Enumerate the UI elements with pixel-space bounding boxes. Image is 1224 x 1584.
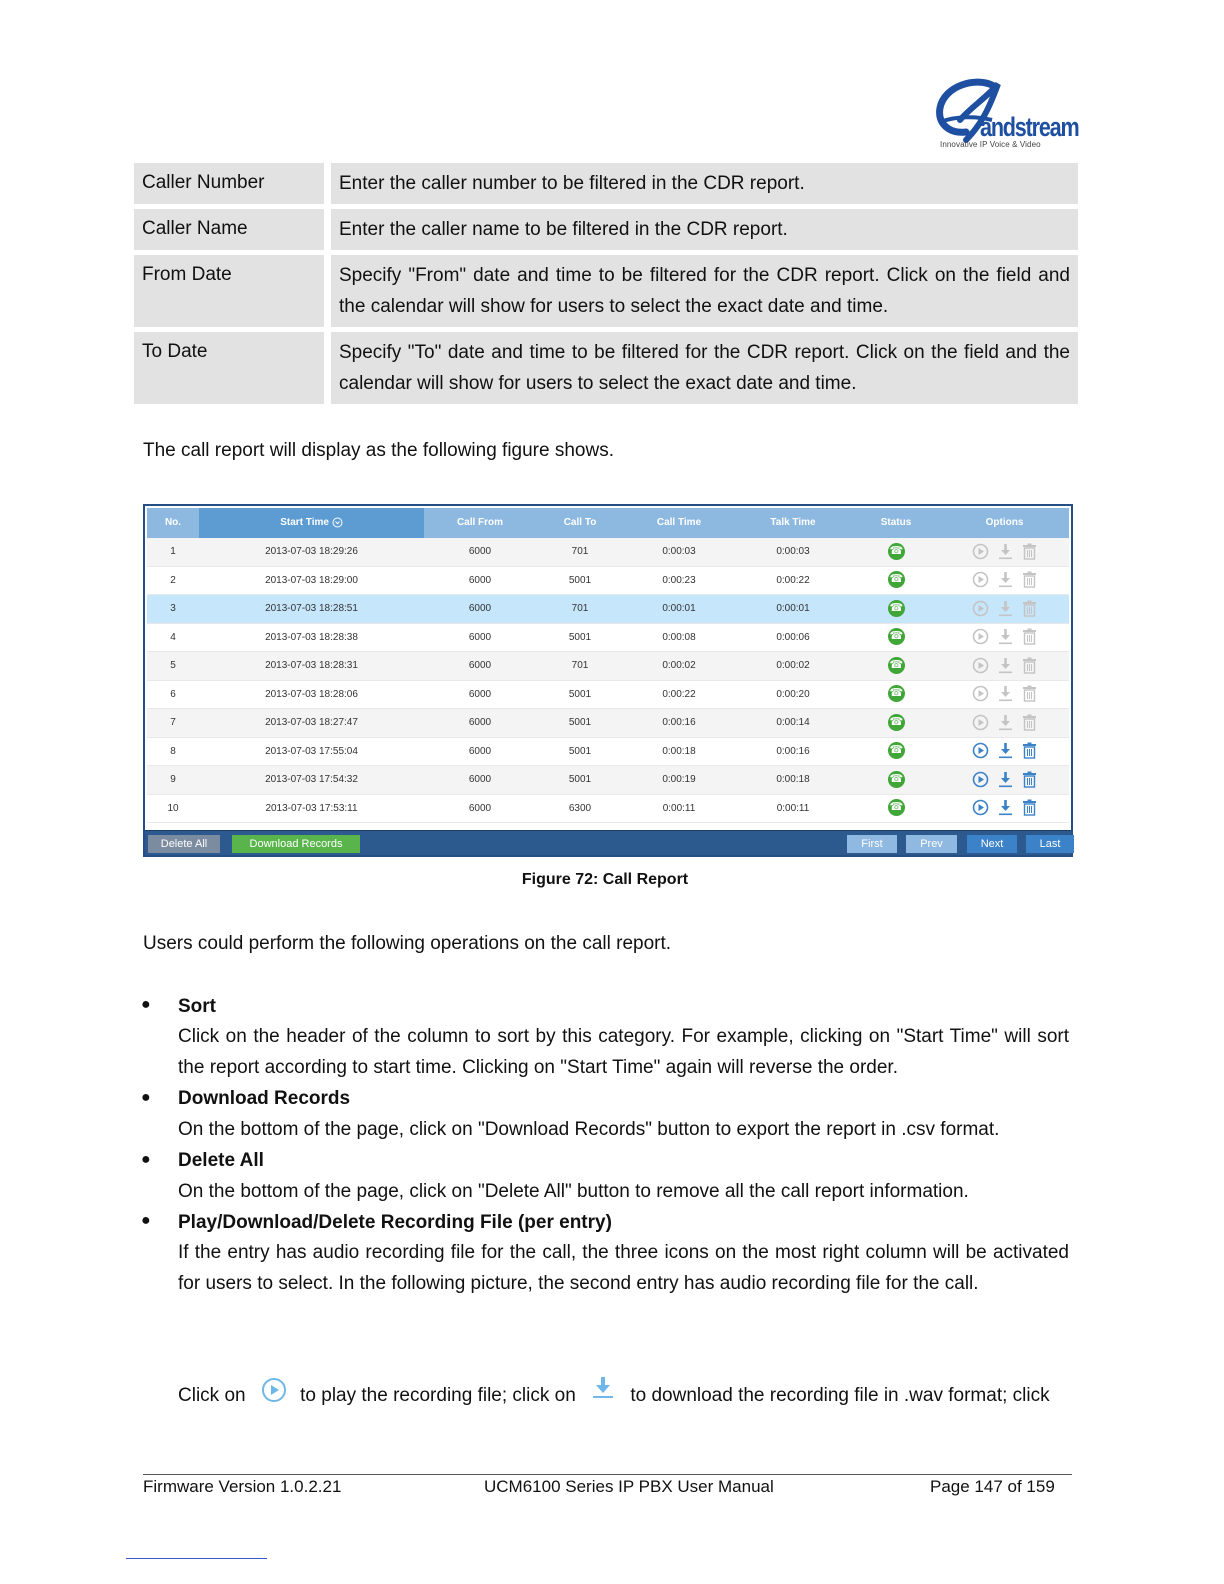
table-cell: 0:00:22 <box>662 688 696 700</box>
status-cell <box>852 709 940 737</box>
table-cell: 6000 <box>468 603 492 614</box>
col-call-to[interactable]: Call To <box>563 517 597 528</box>
table-cell: 6000 <box>468 745 492 757</box>
table-row[interactable] <box>147 681 1069 710</box>
status-cell <box>852 624 940 652</box>
table-row[interactable] <box>147 709 1069 738</box>
call-answered-icon <box>888 571 905 588</box>
trash-icon <box>1022 685 1037 702</box>
table-cell: 0:00:23 <box>662 574 696 586</box>
definition-desc: Enter the caller name to be filtered in the CDR report. <box>331 209 1078 250</box>
table-cell: 2013-07-03 18:28:51 <box>265 603 358 614</box>
table-cell: 0:00:01 <box>776 603 810 614</box>
report-header <box>147 508 1069 538</box>
trash-icon[interactable] <box>1022 742 1037 759</box>
bullet-icon: ● <box>141 1089 151 1106</box>
trash-icon <box>1022 543 1037 560</box>
footer-manual-title: UCM6100 Series IP PBX User Manual <box>484 1477 774 1496</box>
definition-row <box>134 163 1078 204</box>
operation-text: On the bottom of the page, click on "Download Records" button to export the report in .csv format. <box>178 1119 1000 1140</box>
table-cell: 10 <box>167 802 179 814</box>
options-cell <box>940 595 1069 623</box>
table-cell: 0:00:20 <box>776 688 810 700</box>
call-answered-icon <box>888 742 905 759</box>
table-cell: 2013-07-03 18:29:00 <box>265 574 358 586</box>
footer-firmware: Firmware Version 1.0.2.21 <box>143 1477 342 1496</box>
table-cell: 5001 <box>568 717 592 728</box>
download-icon <box>998 543 1013 560</box>
next-page-button[interactable]: Next <box>967 835 1017 853</box>
table-cell: 0:00:22 <box>776 574 810 586</box>
table-cell: 0:00:06 <box>776 631 810 643</box>
report-footer-bar <box>145 830 1071 855</box>
trash-icon <box>1022 714 1037 731</box>
options-cell <box>940 624 1069 652</box>
bullet-icon: ● <box>141 996 151 1013</box>
table-cell: 2013-07-03 17:55:04 <box>265 745 358 757</box>
col-call-time[interactable]: Call Time <box>656 517 702 528</box>
table-row[interactable] <box>147 567 1069 596</box>
table-row[interactable] <box>147 795 1069 824</box>
table-cell: 6000 <box>468 717 492 728</box>
table-cell: 0:00:18 <box>662 745 696 757</box>
table-cell: 701 <box>571 546 589 557</box>
play-icon <box>972 628 989 645</box>
download-icon <box>998 571 1013 588</box>
options-cell <box>940 709 1069 737</box>
definition-row <box>134 255 1078 327</box>
col-options: Options <box>985 517 1024 528</box>
trash-icon <box>1022 657 1037 674</box>
table-cell: 0:00:08 <box>662 631 696 643</box>
download-icon[interactable] <box>998 742 1013 759</box>
table-cell: 5001 <box>568 774 592 785</box>
intro-paragraph: The call report will display as the following figure shows. <box>143 440 614 461</box>
call-report-figure <box>143 504 1073 857</box>
call-answered-icon <box>888 685 905 702</box>
trash-icon <box>1022 628 1037 645</box>
status-cell <box>852 538 940 566</box>
table-cell: 0:00:03 <box>776 546 810 557</box>
operation-title: Download Records <box>178 1088 351 1109</box>
options-cell <box>940 567 1069 595</box>
options-cell <box>940 652 1069 680</box>
click-instruction-line <box>178 1375 1069 1415</box>
table-cell: 0:00:16 <box>662 717 696 728</box>
operation-text: If the entry has audio recording file for the call, the three icons on the most right column will be activated for users to select. In the following picture, the second entry has audio recording file for the call. <box>178 1242 1069 1294</box>
status-cell <box>852 681 940 709</box>
col-no[interactable]: No. <box>164 517 182 528</box>
col-call-from[interactable]: Call From <box>456 517 504 528</box>
status-cell <box>852 795 940 823</box>
bullet-icon: ● <box>141 1212 151 1229</box>
table-cell: 0:00:01 <box>662 603 696 614</box>
col-talk-time[interactable]: Talk Time <box>770 517 816 528</box>
figure-caption: Figure 72: Call Report <box>521 871 689 888</box>
download-records-button[interactable]: Download Records <box>232 835 360 853</box>
call-answered-icon <box>888 543 905 560</box>
table-cell: 0:00:14 <box>776 717 810 728</box>
definition-term: Caller Number <box>134 163 324 204</box>
download-icon[interactable] <box>998 771 1013 788</box>
table-cell: 6000 <box>468 660 492 671</box>
operation-title: Play/Download/Delete Recording File (per entry) <box>178 1212 612 1233</box>
play-icon <box>972 714 989 731</box>
definition-term: Caller Name <box>134 209 324 250</box>
call-answered-icon <box>888 714 905 731</box>
col-start-time[interactable] <box>199 508 424 538</box>
status-cell <box>852 567 940 595</box>
play-icon <box>972 685 989 702</box>
definition-desc: Enter the caller number to be filtered in the CDR report. <box>331 163 1078 204</box>
definition-term: From Date <box>134 255 324 327</box>
play-icon <box>261 1377 287 1403</box>
table-cell: 6000 <box>468 774 492 785</box>
table-cell: 0:00:16 <box>776 745 810 757</box>
table-cell: 6 <box>170 688 176 700</box>
call-answered-icon <box>888 657 905 674</box>
table-cell: 701 <box>571 660 589 671</box>
click-text-1: Click on <box>178 1385 246 1406</box>
table-cell: 2013-07-03 18:27:47 <box>265 717 358 728</box>
footer-divider <box>143 1474 1072 1475</box>
download-icon[interactable] <box>998 799 1013 816</box>
bottom-link-underline <box>126 1558 267 1559</box>
operation-text: On the bottom of the page, click on "Delete All" button to remove all the call report information. <box>178 1181 969 1202</box>
table-cell: 3 <box>170 603 176 614</box>
table-cell: 5001 <box>568 574 592 586</box>
table-cell: 0:00:18 <box>776 774 810 785</box>
definition-desc: Specify "From" date and time to be filtered for the CDR report. Click on the field and the calendar will show for users to select the exact date and time. <box>331 255 1078 327</box>
table-cell: 6000 <box>468 631 492 643</box>
table-cell: 2013-07-03 17:54:32 <box>265 774 358 785</box>
table-row[interactable] <box>147 595 1069 624</box>
table-cell: 0:00:19 <box>662 774 696 785</box>
table-cell: 0:00:11 <box>776 802 810 814</box>
status-cell <box>852 595 940 623</box>
trash-icon <box>1022 600 1037 617</box>
download-icon <box>998 600 1013 617</box>
footer-page-number: Page 147 of 159 <box>930 1477 1055 1496</box>
table-cell: 9 <box>170 774 176 785</box>
table-cell: 6000 <box>468 802 492 814</box>
definition-row <box>134 332 1078 404</box>
delete-all-button[interactable]: Delete All <box>148 835 220 853</box>
table-cell: 2013-07-03 18:28:06 <box>265 688 358 700</box>
table-cell: 5001 <box>568 745 592 757</box>
play-icon <box>972 571 989 588</box>
play-icon[interactable] <box>972 771 989 788</box>
table-row[interactable] <box>147 624 1069 653</box>
table-cell: 5 <box>170 660 176 671</box>
table-cell: 6000 <box>468 574 492 586</box>
table-cell: 1 <box>170 546 176 557</box>
operation-text: Click on the header of the column to sort by this category. For example, clicking on "Start Time" will sort the report according to start time. Clicking on "Start Time" again will reverse the order. <box>178 1026 1069 1078</box>
filter-definition-table <box>134 163 1078 409</box>
sort-icon <box>332 517 343 528</box>
call-answered-icon <box>888 799 905 816</box>
status-cell <box>852 652 940 680</box>
options-cell <box>940 766 1069 794</box>
trash-icon[interactable] <box>1022 771 1037 788</box>
table-cell: 4 <box>170 631 176 643</box>
col-status[interactable]: Status <box>880 517 912 528</box>
table-row[interactable] <box>147 538 1069 567</box>
download-icon <box>591 1375 615 1401</box>
table-cell: 0:00:02 <box>776 660 810 671</box>
first-page-button[interactable]: First <box>847 835 897 853</box>
call-answered-icon <box>888 771 905 788</box>
definition-row <box>134 209 1078 250</box>
play-icon[interactable] <box>972 799 989 816</box>
logo-wordmark: andstream <box>980 112 1079 142</box>
options-cell <box>940 538 1069 566</box>
play-icon <box>972 600 989 617</box>
call-answered-icon <box>888 600 905 617</box>
grandstream-logo <box>936 78 1079 154</box>
table-row[interactable] <box>147 766 1069 795</box>
operation-title: Sort <box>178 996 216 1017</box>
table-cell: 6000 <box>468 546 492 557</box>
click-text-3: to download the recording file in .wav format; click <box>630 1385 1050 1406</box>
table-cell: 2 <box>170 574 176 586</box>
trash-icon <box>1022 571 1037 588</box>
table-cell: 2013-07-03 18:28:38 <box>265 631 358 643</box>
options-cell <box>940 681 1069 709</box>
download-icon <box>998 685 1013 702</box>
table-row[interactable] <box>147 652 1069 681</box>
table-cell: 2013-07-03 17:53:11 <box>265 802 358 814</box>
col-start-time-label: Start Time <box>280 517 329 528</box>
play-icon[interactable] <box>972 742 989 759</box>
table-cell: 8 <box>170 745 176 757</box>
table-row[interactable] <box>147 738 1069 767</box>
last-page-button[interactable]: Last <box>1026 835 1074 853</box>
prev-page-button[interactable]: Prev <box>906 835 957 853</box>
logo-tagline: Innovative IP Voice & Video <box>940 140 1041 149</box>
status-cell <box>852 738 940 766</box>
download-icon <box>998 657 1013 674</box>
play-icon <box>972 657 989 674</box>
trash-icon[interactable] <box>1022 799 1037 816</box>
table-cell: 6300 <box>568 802 592 814</box>
bullet-icon: ● <box>141 1151 151 1168</box>
table-cell: 2013-07-03 18:28:31 <box>265 660 358 671</box>
download-icon <box>998 628 1013 645</box>
options-cell <box>940 738 1069 766</box>
definition-desc: Specify "To" date and time to be filtered for the CDR report. Click on the field and the calendar will show for users to select the exact date and time. <box>331 332 1078 404</box>
call-answered-icon <box>888 628 905 645</box>
table-cell: 701 <box>571 603 589 614</box>
status-cell <box>852 766 940 794</box>
table-cell: 5001 <box>568 688 592 700</box>
table-cell: 0:00:02 <box>662 660 696 671</box>
options-cell <box>940 795 1069 823</box>
click-text-2: to play the recording file; click on <box>300 1385 576 1406</box>
operation-title: Delete All <box>178 1150 264 1171</box>
table-cell: 0:00:11 <box>662 802 696 814</box>
table-cell: 6000 <box>468 688 492 700</box>
table-cell: 5001 <box>568 631 592 643</box>
table-cell: 2013-07-03 18:29:26 <box>265 546 358 557</box>
definition-term: To Date <box>134 332 324 404</box>
play-icon <box>972 543 989 560</box>
operations-intro: Users could perform the following operations on the call report. <box>143 933 672 954</box>
download-icon <box>998 714 1013 731</box>
report-body <box>147 538 1069 823</box>
table-cell: 7 <box>170 717 176 728</box>
table-cell: 0:00:03 <box>662 546 696 557</box>
